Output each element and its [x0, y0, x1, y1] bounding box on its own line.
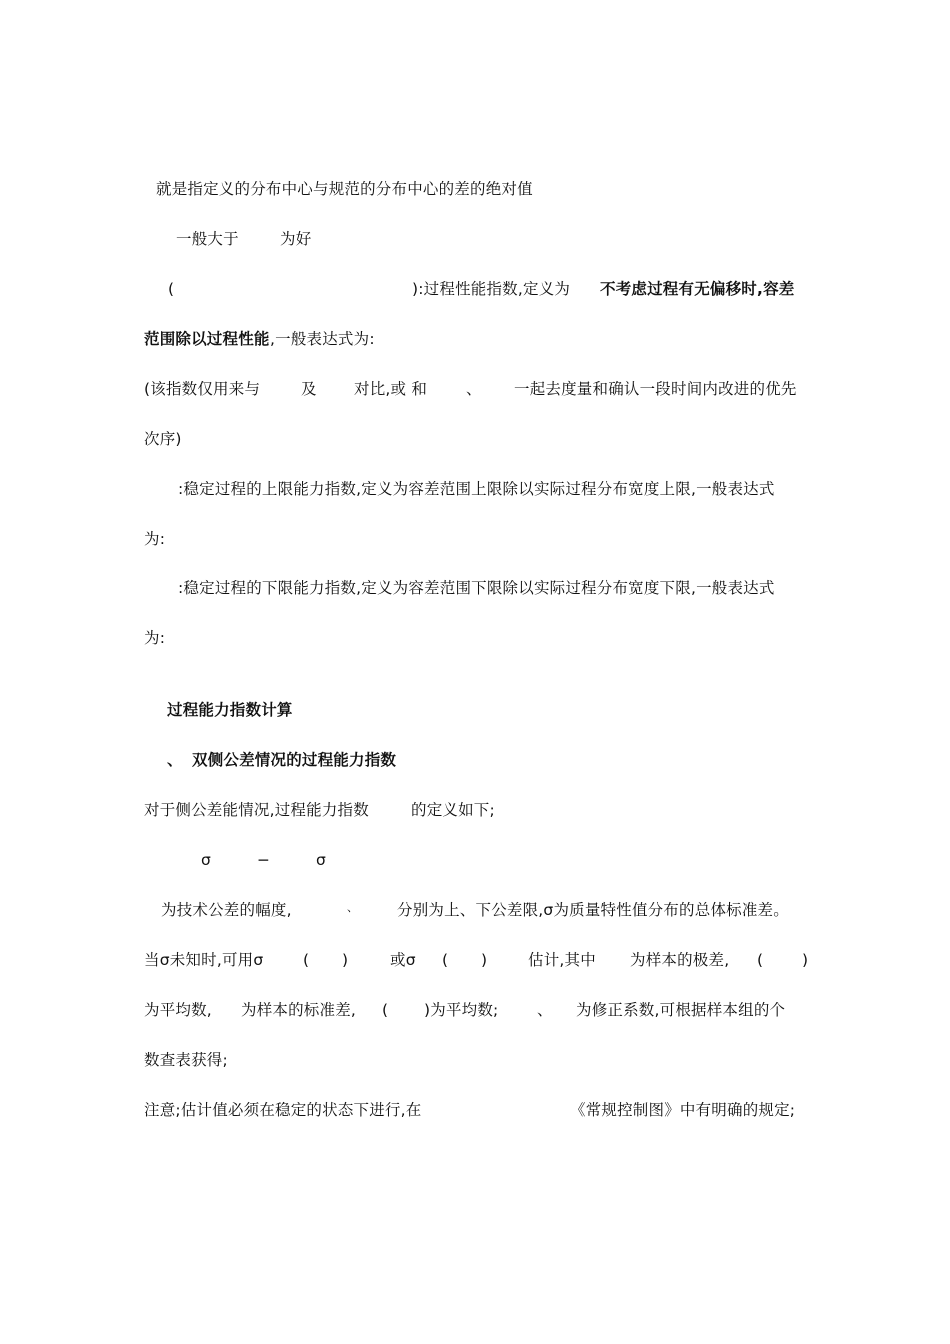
text-fragment: 、: [347, 901, 359, 914]
text-fragment: 为平均数,: [144, 1001, 212, 1019]
bold-text: 范围除以过程性能: [144, 330, 270, 348]
text-fragment: 当σ未知时,可用σ: [144, 951, 264, 969]
text-fragment: (该指数仅用来与: [144, 380, 261, 398]
formula-symbol: σ: [201, 851, 212, 869]
text-fragment: 、: [537, 1001, 553, 1019]
text-fragment: 为修正系数,可根据样本组的个: [576, 1001, 786, 1019]
text-line: :稳定过程的下限能力指数,定义为容差范围下限除以实际过程分布宽度下限,一般表达式: [178, 579, 775, 597]
text-fragment: )为平均数;: [424, 1001, 499, 1019]
text-fragment: 一般大于: [176, 230, 239, 248]
text-fragment: ): [802, 951, 809, 969]
text-fragment: 及: [301, 380, 317, 398]
text-fragment: 为好: [280, 230, 312, 248]
formula-symbol: σ: [316, 851, 327, 869]
text-fragment: (: [303, 951, 310, 969]
text-fragment: ):过程性能指数,定义为: [412, 280, 571, 298]
text-fragment: 注意;估计值必须在稳定的状态下进行,在: [144, 1101, 422, 1119]
text-line: 就是指定义的分布中心与规范的分布中心的差的绝对值: [156, 180, 533, 198]
text-fragment: 为技术公差的幅度,: [161, 901, 292, 919]
text-fragment: 《常规控制图》中有明确的规定;: [570, 1101, 796, 1119]
text-fragment: (: [382, 1001, 389, 1019]
text-fragment: 的定义如下;: [411, 801, 495, 819]
text-fragment: (: [442, 951, 449, 969]
bold-text: 不考虑过程有无偏移时,容差: [600, 280, 795, 298]
text-line: :稳定过程的上限能力指数,定义为容差范围上限除以实际过程分布宽度上限,一般表达式: [178, 480, 775, 498]
text-fragment: 对比,或 和: [354, 380, 428, 398]
text-line: 次序): [144, 430, 182, 448]
subsection-heading: 双侧公差情况的过程能力指数: [192, 751, 397, 769]
text-fragment: 或σ: [390, 951, 416, 969]
text-fragment: (: [757, 951, 764, 969]
formula-symbol: −: [257, 851, 271, 869]
text-fragment: 对于侧公差能情况,过程能力指数: [144, 801, 369, 819]
text-fragment: (: [168, 280, 175, 298]
section-heading: 过程能力指数计算: [167, 701, 293, 719]
text-fragment: ): [342, 951, 349, 969]
text-line: 为:: [144, 629, 166, 647]
text-line: 数查表获得;: [144, 1051, 228, 1069]
text-line: 为:: [144, 530, 166, 548]
text-fragment: 一起去度量和确认一段时间内改进的优先: [514, 380, 797, 398]
text-fragment: 、: [466, 380, 482, 398]
text-fragment: ,一般表达式为:: [270, 330, 375, 348]
text-fragment: 为样本的极差,: [630, 951, 730, 969]
subsection-number: 、: [167, 751, 183, 769]
text-fragment: 估计,其中: [528, 951, 596, 969]
text-fragment: 为样本的标准差,: [241, 1001, 357, 1019]
text-fragment: 分别为上、下公差限,σ为质量特性值分布的总体标准差。: [397, 901, 789, 919]
text-fragment: ): [481, 951, 488, 969]
